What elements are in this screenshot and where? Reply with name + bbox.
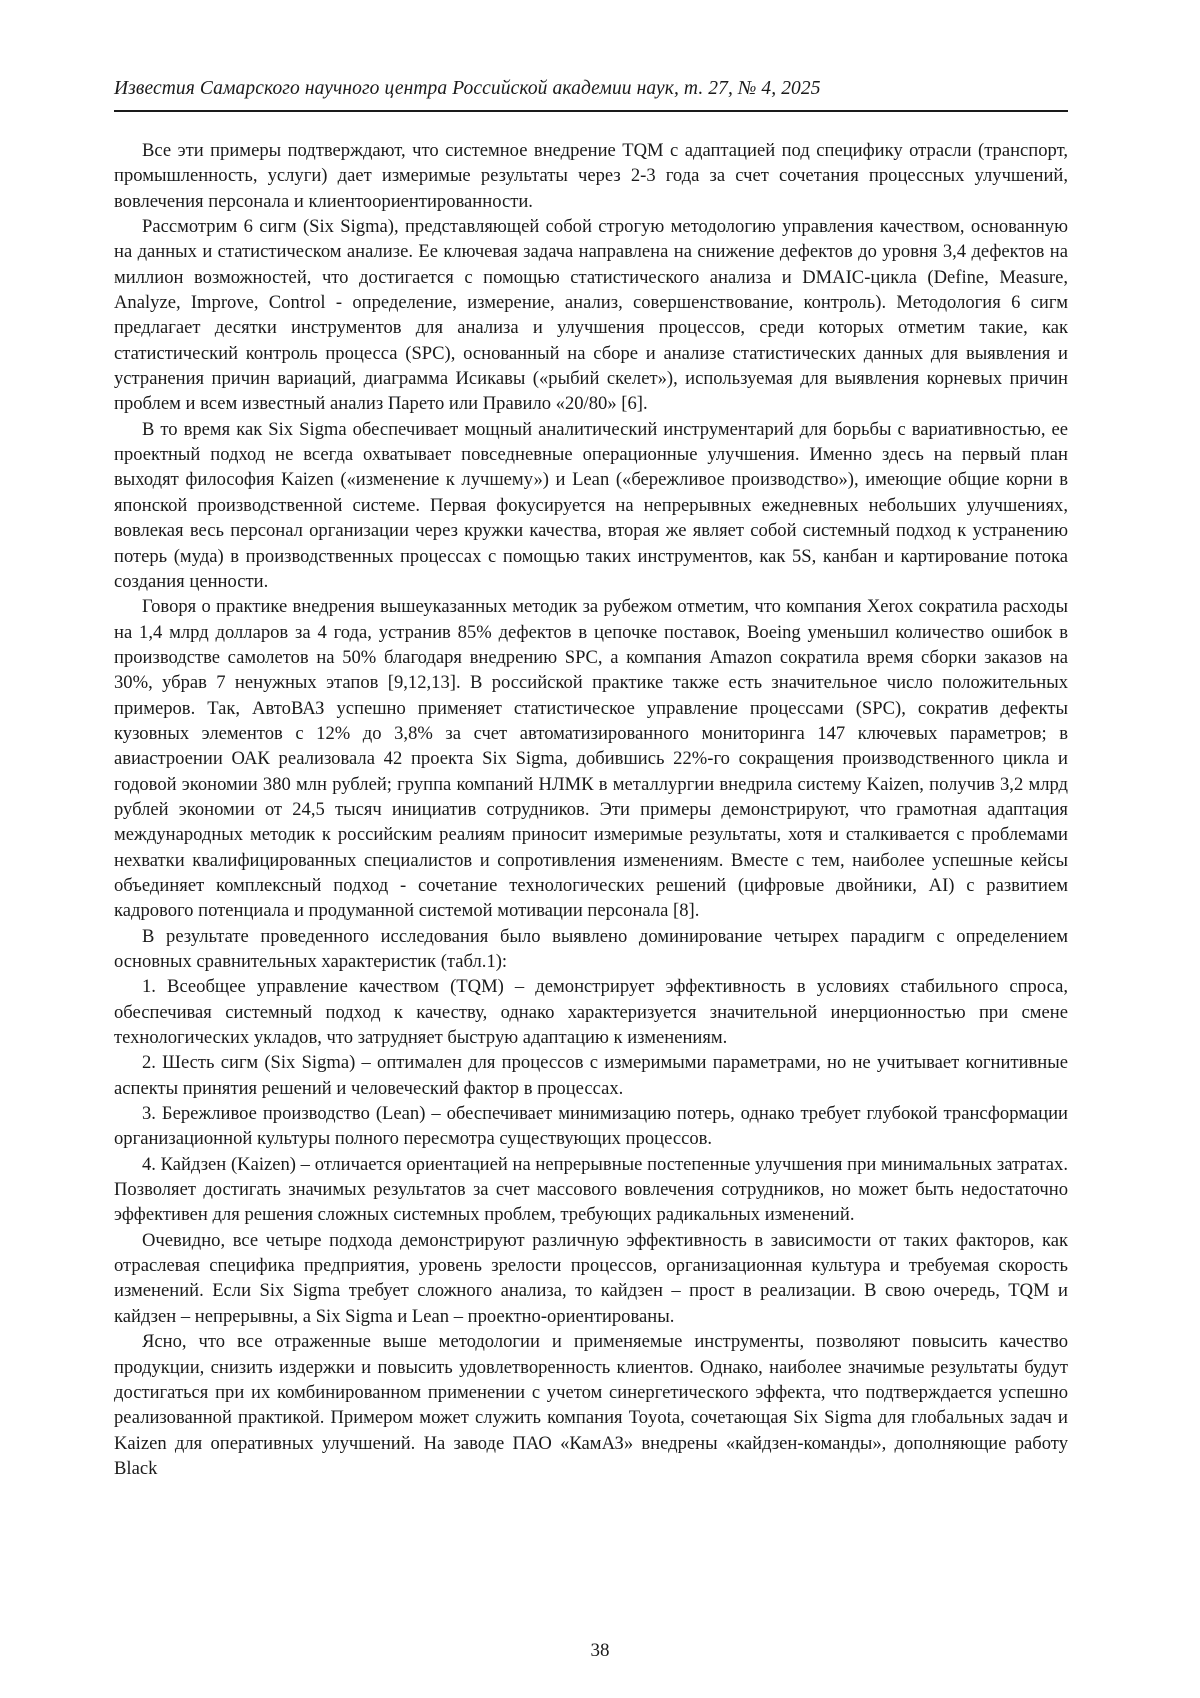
paragraph-comparison: Очевидно, все четыре подхода демонстрируют различную эффективность в зависимости от та­ких факторов, как отраслевая специфика предприятия, уровень зрелости процессов, организацион­ная культура и требуемая скорость изменений. Если Six Sigma требует сложного анализа, то кайдзен – прост в реализации. В свою очередь, TQM и кайдзен – непрерывны, а Six Sigma и Lean – проектно-ориентированы. xyxy=(114,1228,1068,1329)
list-item-tqm: 1. Всеобщее управление качеством (TQM) – демонстрирует эффективность в условиях стабильного спроса, обеспечивая системный подход к качеству, однако характеризуется значительной инерцион­ностью при смене технологических укладов, что затрудняет быструю адаптацию к изменениям. xyxy=(114,974,1068,1050)
header-rule xyxy=(114,110,1068,112)
paragraph-six-sigma: Рассмотрим 6 сигм (Six Sigma), представляющей собой строгую методологию управления каче­ством, основанную на данных и статистическом анализе. Ее ключевая задача направлена на сни­жение дефектов до уровня 3,4 дефектов на миллион возможностей, что достигается с помощью статистического анализа и DMAIC-цикла (Define, Measure, Analyze, Improve, Control - определение, измерение, анализ, совершенствование, контроль). Методология 6 сигм предлагает десятки инстру­ментов для анализа и улучшения процессов, среди которых отметим такие, как статистический контроль процесса (SPC), основанный на сборе и анализе статистических данных для выявления и устранения причин вариаций, диаграмма Исикавы («рыбий скелет»), используемая для выявления корневых причин проблем и всем известный анализ Парето или Правило «20/80» [6]. xyxy=(114,214,1068,417)
page-number: 38 xyxy=(0,1640,1200,1662)
paragraph-kaizen-lean: В то время как Six Sigma обеспечивает мощный аналитический инструментарий для борьбы с вариативностью, ее проектный подход не всегда охватывает повседневные операционные улучше­ния. Именно здесь на первый план выходят философия Kaizen («изменение к лучшему») и Lean («бе­режливое производство»), имеющие общие корни в японской производственной системе. Первая фокусируется на непрерывных ежедневных небольших улучшениях, вовлекая весь персонал орга­низации через кружки качества, вторая же являет собой системный подход к устранению потерь (муда) в производственных процессах с помощью таких инструментов, как 5S, канбан и картирова­ние потока создания ценности. xyxy=(114,417,1068,594)
paragraph-research-result: В результате проведенного исследования было выявлено доминирование четырех парадигм с определением основных сравнительных характеристик (табл.1): xyxy=(114,924,1068,975)
running-header: Известия Самарского научного центра Российской академии наук, т. 27, № 4, 2025 xyxy=(114,78,1068,100)
paragraph-combined-application: Ясно, что все отраженные выше методологии и применяемые инструменты, позволяют по­высить качество продукции, снизить издержки и повысить удовлетворенность клиентов. Однако, наиболее значимые результаты будут достигаться при их комбинированном применении с учетом синергетического эффекта, что подтверждается успешно реализованной практикой. Примером мо­жет служить компания Toyota, сочетающая Six Sigma для глобальных задач и Kaizen для оператив­ных улучшений. На заводе ПАО «КамАЗ» внедрены «кайдзен-команды», дополняющие работу Black xyxy=(114,1329,1068,1481)
list-item-lean: 3. Бережливое производство (Lean) – обеспечивает минимизацию потерь, однако требует глу­бокой трансформации организационной культуры полного пересмотра существующих процессов. xyxy=(114,1101,1068,1152)
list-item-kaizen: 4. Кайдзен (Kaizen) – отличается ориентацией на непрерывные постепенные улучшения при минимальных затратах. Позволяет достигать значимых результатов за счет массового вовлечения сотрудников, но может быть недостаточно эффективен для решения сложных системных проблем, требующих радикальных изменений. xyxy=(114,1152,1068,1228)
paragraph-practice-examples: Говоря о практике внедрения вышеуказанных методик за рубежом отметим, что компания Xerox сократила расходы на 1,4 млрд долларов за 4 года, устранив 85% дефектов в цепочке поставок, Boeing уменьшил количество ошибок в производстве самолетов на 50% благодаря внедрению SPC, а компания Amazon сократила время сборки заказов на 30%, убрав 7 ненужных этапов [9,12,13]. В рос­сийской практике также есть значительное число положительных примеров. Так, АвтоВАЗ успешно применяет статистическое управление процессами (SPC), сократив дефекты кузовных элементов с 12% до 3,8% за счет автоматизированного мониторинга 147 ключевых параметров; в авиастроении ОАК реализовала 42 проекта Six Sigma, добившись 22%-го сокращения производственного цикла и годовой экономии 380 млн рублей; группа компаний НЛМК в металлургии внедрила систему Kaizen, получив 3,2 млрд рублей экономии от 24,5 тысяч инициатив сотрудников. Эти примеры демонстри­руют, что грамотная адаптация международных методик к российским реалиям приносит измери­мые результаты, хотя и сталкивается с проблемами нехватки квалифицированных специалистов и сопротивления изменениям. Вместе с тем, наиболее успешные кейсы объединяет комплексный подход - сочетание технологических решений (цифровые двойники, AI) с развитием кадрового по­тенциала и продуманной системой мотивации персонала [8]. xyxy=(114,594,1068,923)
article-body xyxy=(114,138,1068,1481)
list-item-six-sigma: 2. Шесть сигм (Six Sigma) – оптимален для процессов с измеримыми параметрами, но не учиты­вает когнитивные аспекты принятия решений и человеческий фактор в процессах. xyxy=(114,1050,1068,1101)
journal-page xyxy=(0,0,1200,1698)
paragraph-tqm-summary: Все эти примеры подтверждают, что системное внедрение TQM с адаптацией под специфику отрасли (транспорт, промышленность, услуги) дает измеримые результаты через 2-3 года за счет сочетания процессных улучшений, вовлечения персонала и клиентоориентированности. xyxy=(114,138,1068,214)
